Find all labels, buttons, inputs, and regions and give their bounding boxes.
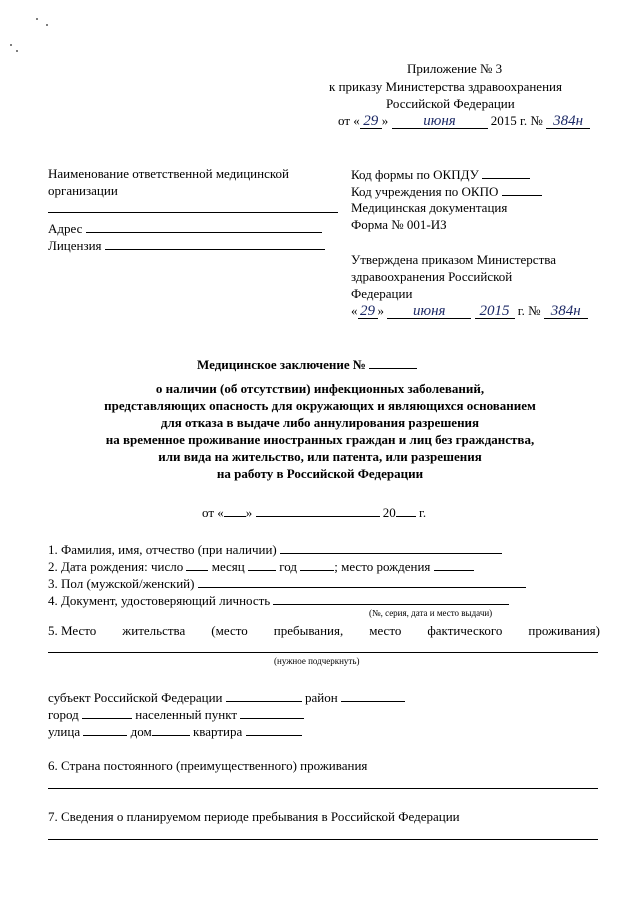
field-5-word: место — [369, 623, 402, 638]
license-row — [48, 237, 325, 254]
okpd-row — [351, 166, 530, 183]
settlement-label: населенный пункт — [135, 707, 238, 722]
street-label: улица — [48, 724, 81, 739]
subject-label: субъект Российской Федерации — [48, 690, 223, 705]
title-sub-4: на временное проживание иностранных граждан и лиц без гражданства, — [105, 432, 535, 447]
okpo-label: Код учреждения по ОКПО — [351, 184, 499, 199]
order-number: 384н — [546, 114, 590, 129]
conclusion-number-field[interactable] — [369, 356, 417, 369]
field-5-word: фактического — [427, 623, 503, 638]
city-row — [48, 706, 304, 723]
approved-year: 2015 — [475, 304, 515, 319]
order-day: 29 — [360, 114, 382, 129]
house-field[interactable] — [152, 723, 190, 736]
field-5-word: жительства — [122, 623, 186, 638]
birth-month-field[interactable] — [248, 558, 276, 571]
title-sub-2: представляющих опасность для окружающих и являющихся основанием — [104, 398, 536, 413]
house-label: дом — [130, 724, 152, 739]
field-2-label: 2. Дата рождения: число — [48, 559, 184, 574]
field-5-row — [48, 623, 600, 639]
address-label: Адрес — [48, 221, 83, 236]
field-2-row: 2. Дата рождения: число месяц год ; место рождения — [48, 558, 474, 575]
field-4-hint: (№, серия, дата и место выдачи) — [369, 608, 493, 618]
org-name-label: Наименование ответственной медицинской — [48, 166, 289, 181]
field-5-word: проживания) — [528, 623, 600, 638]
org-name-line — [48, 212, 338, 213]
field-3-label: 3. Пол (мужской/женский) — [48, 576, 195, 591]
birth-place-field[interactable] — [434, 558, 474, 571]
residence-type-line[interactable] — [48, 652, 598, 653]
appendix-number: Приложение № 3 — [407, 61, 503, 76]
license-label: Лицензия — [48, 238, 102, 253]
field-4-label: 4. Документ, удостоверяющий личность — [48, 593, 271, 608]
approved-day: 29 — [358, 304, 378, 319]
field-1-label: 1. Фамилия, имя, отчество (при наличии) — [48, 542, 277, 557]
okpd-field[interactable] — [482, 166, 530, 179]
speck — [36, 18, 38, 20]
title-sub-5: или вида на жительство, или патента, или разрешения — [158, 449, 482, 464]
title-sub-3: для отказа в выдаче либо аннулирования разрешения — [160, 415, 480, 430]
subject-row — [48, 689, 405, 706]
form-label: Форма № 001-ИЗ — [351, 217, 447, 232]
city-label: город — [48, 707, 79, 722]
speck — [10, 44, 12, 46]
field-5-word: 5. Место — [48, 623, 97, 638]
field-6-label: 6. Страна постоянного (преимущественного) проживания — [48, 758, 368, 773]
district-label: район — [305, 690, 338, 705]
birth-year-field[interactable] — [300, 558, 334, 571]
approved-date-line: « 29 » июня 2015 г. № 384н — [351, 303, 588, 319]
street-field[interactable] — [83, 723, 127, 736]
street-row — [48, 723, 302, 740]
field-5-hint: (нужное подчеркнуть) — [274, 656, 360, 666]
field-5-word: пребывания, — [273, 623, 344, 638]
field-1-row — [48, 541, 502, 558]
approved-line-3: Федерации — [351, 286, 413, 301]
okpd-label: Код формы по ОКПДУ — [351, 167, 479, 182]
okpo-row — [351, 183, 542, 200]
stay-period-line[interactable] — [48, 839, 598, 840]
okpo-field[interactable] — [502, 183, 542, 196]
subject-field[interactable] — [226, 689, 302, 702]
order-month: июня — [392, 114, 488, 129]
identity-document-field[interactable] — [273, 592, 509, 605]
apartment-field[interactable] — [246, 723, 302, 736]
speck — [46, 24, 48, 26]
order-date-line: от « 29 » июня 2015 г. № 384н — [338, 113, 590, 129]
license-field[interactable] — [105, 237, 325, 250]
federation-line: Российской Федерации — [386, 96, 515, 111]
title-sub-6: на работу в Российской Федерации — [216, 466, 424, 481]
conclusion-day-field[interactable] — [224, 504, 246, 517]
address-row — [48, 220, 322, 237]
field-3-row — [48, 575, 526, 592]
title-sub-1: о наличии (об отсутствии) инфекционных заболеваний, — [155, 381, 485, 396]
conclusion-year-field[interactable] — [396, 504, 416, 517]
field-5-word: (место — [211, 623, 248, 638]
address-field[interactable] — [86, 220, 322, 233]
order-line: к приказу Министерства здравоохранения — [329, 79, 562, 94]
org-name-label-2: организации — [48, 183, 118, 198]
approved-number: 384н — [544, 304, 588, 319]
residence-country-line[interactable] — [48, 788, 598, 789]
settlement-field[interactable] — [240, 706, 304, 719]
birth-day-field[interactable] — [186, 558, 208, 571]
full-name-field[interactable] — [280, 541, 502, 554]
city-field[interactable] — [82, 706, 132, 719]
conclusion-date-line: от « » 20 г. — [202, 505, 427, 520]
district-field[interactable] — [341, 689, 405, 702]
doc-label: Медицинская документация — [351, 200, 508, 215]
approved-month: июня — [387, 304, 471, 319]
approved-line-1: Утверждена приказом Министерства — [351, 252, 556, 267]
field-4-row — [48, 592, 509, 609]
approved-line-2: здравоохранения Российской — [351, 269, 513, 284]
apartment-label: квартира — [192, 724, 243, 739]
speck — [16, 50, 18, 52]
field-7-label: 7. Сведения о планируемом периоде пребывания в Российской Федерации — [48, 809, 460, 824]
conclusion-month-field[interactable] — [256, 504, 380, 517]
conclusion-title: Медицинское заключение № — [197, 356, 417, 373]
gender-field[interactable] — [198, 575, 526, 588]
